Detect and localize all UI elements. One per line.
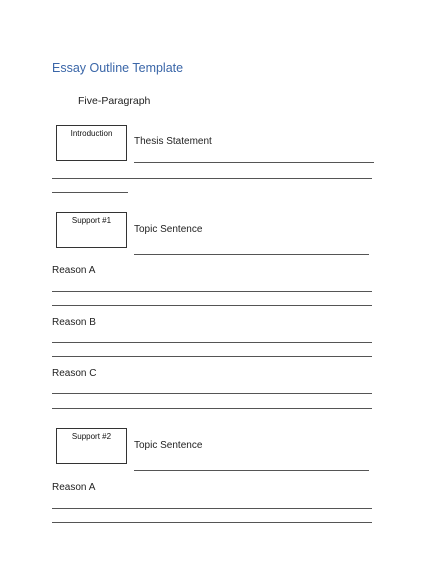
support-2-topic-label: Topic Sentence	[134, 440, 203, 451]
reason-line	[52, 393, 372, 394]
reason-line	[52, 508, 372, 509]
thesis-statement-label: Thesis Statement	[134, 136, 212, 147]
support-2-box: Support #2	[56, 428, 127, 464]
introduction-box: Introduction	[56, 125, 127, 161]
support-1-box: Support #1	[56, 212, 127, 248]
reason-line	[52, 408, 372, 409]
page-title: Essay Outline Template	[52, 61, 184, 75]
support-2-reason-a-label: Reason A	[52, 482, 96, 493]
topic-line	[134, 254, 369, 255]
page-subtitle: Five-Paragraph	[78, 95, 151, 107]
reason-line	[52, 356, 372, 357]
thesis-line	[52, 192, 128, 193]
thesis-line	[134, 162, 374, 163]
support-1-topic-label: Topic Sentence	[134, 224, 203, 235]
topic-line	[134, 470, 369, 471]
support-1-reason-b-label: Reason B	[52, 317, 96, 328]
reason-line	[52, 522, 372, 523]
reason-line	[52, 305, 372, 306]
thesis-line	[52, 178, 372, 179]
reason-line	[52, 342, 372, 343]
reason-line	[52, 291, 372, 292]
support-1-reason-c-label: Reason C	[52, 368, 97, 379]
support-1-reason-a-label: Reason A	[52, 265, 96, 276]
